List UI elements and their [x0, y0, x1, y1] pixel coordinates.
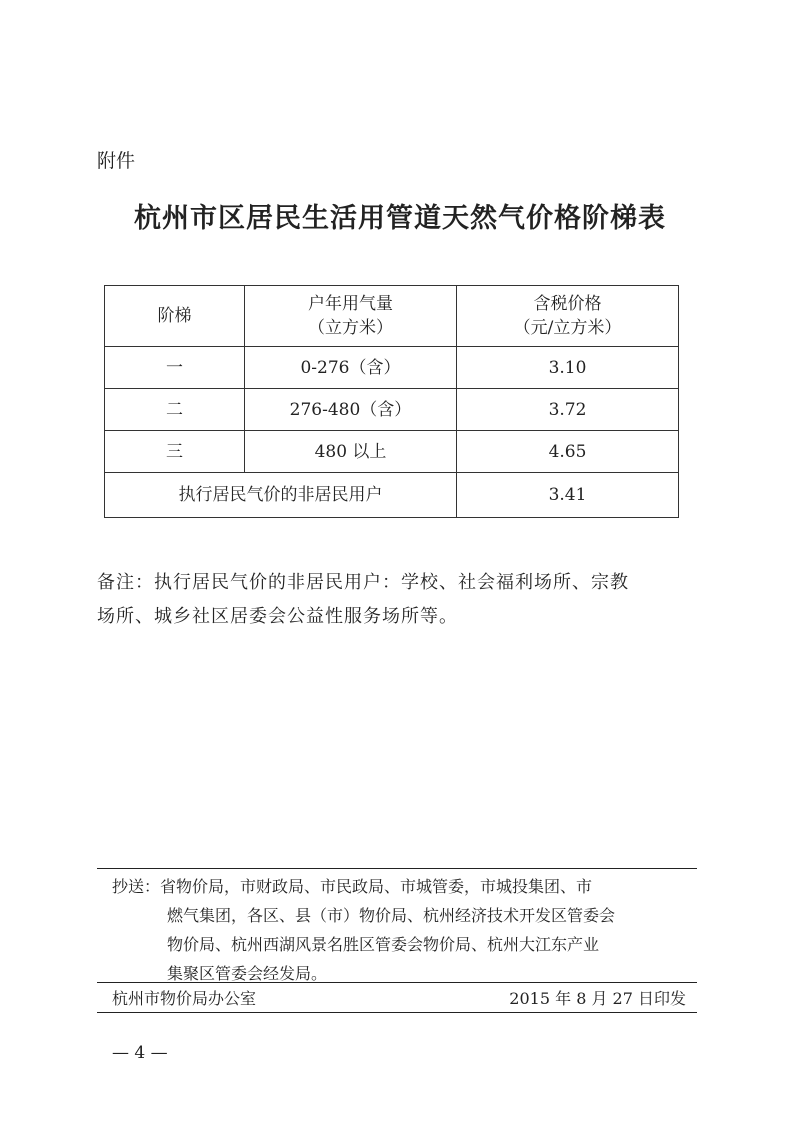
table-row: [105, 389, 679, 431]
attachment-label: 附件: [97, 150, 136, 172]
non-resident-label: 执行居民气价的非居民用户: [105, 473, 457, 518]
header-tier: 阶梯: [105, 286, 245, 347]
price-tier-table: [104, 285, 679, 518]
divider-middle: [97, 982, 697, 983]
table-row-non-resident: [105, 473, 679, 518]
issuer: 杭州市物价局办公室: [112, 989, 257, 1008]
table-row: [105, 431, 679, 473]
cc-line2: 燃气集团，各区、县（市）物价局、杭州经济技术开发区管委会: [167, 906, 616, 925]
header-usage-line2: （立方米）: [308, 318, 393, 338]
issue-date: 2015 年 8 月 27 日印发: [509, 989, 686, 1008]
non-resident-price: 3.41: [457, 473, 679, 518]
page-title: 杭州市区居民生活用管道天然气价格阶梯表: [134, 203, 666, 234]
cc-line3: 物价局、杭州西湖风景名胜区管委会物价局、杭州大江东产业: [167, 935, 600, 954]
cc-line4: 集聚区管委会经发局。: [167, 964, 328, 983]
divider-top: [97, 868, 697, 869]
remarks: [97, 566, 697, 634]
usage-cell: 276-480（含）: [245, 389, 457, 431]
price-cell: 3.72: [457, 389, 679, 431]
divider-bottom: [97, 1012, 697, 1013]
price-cell: 3.10: [457, 347, 679, 389]
tier-cell: 二: [105, 389, 245, 431]
remarks-line2: 场所、城乡社区居委会公益性服务场所等。: [97, 606, 458, 627]
usage-cell: 480 以上: [245, 431, 457, 473]
header-price-line1: 含税价格: [533, 294, 602, 314]
cc-list: [112, 872, 697, 988]
price-cell: 4.65: [457, 431, 679, 473]
header-price: [457, 286, 679, 347]
usage-cell: 0-276（含）: [245, 347, 457, 389]
header-usage-line1: 户年用气量: [308, 294, 393, 314]
tier-cell: 一: [105, 347, 245, 389]
tier-cell: 三: [105, 431, 245, 473]
remarks-line1: 备注：执行居民气价的非居民用户：学校、社会福利场所、宗教: [97, 572, 629, 593]
table-row: [105, 347, 679, 389]
page-number: — 4 —: [112, 1043, 168, 1063]
table-header-row: [105, 286, 679, 347]
cc-line1: 抄送：省物价局，市财政局、市民政局、市城管委，市城投集团、市: [112, 877, 593, 896]
header-price-line2: （元/立方米）: [513, 318, 622, 338]
header-usage: [245, 286, 457, 347]
